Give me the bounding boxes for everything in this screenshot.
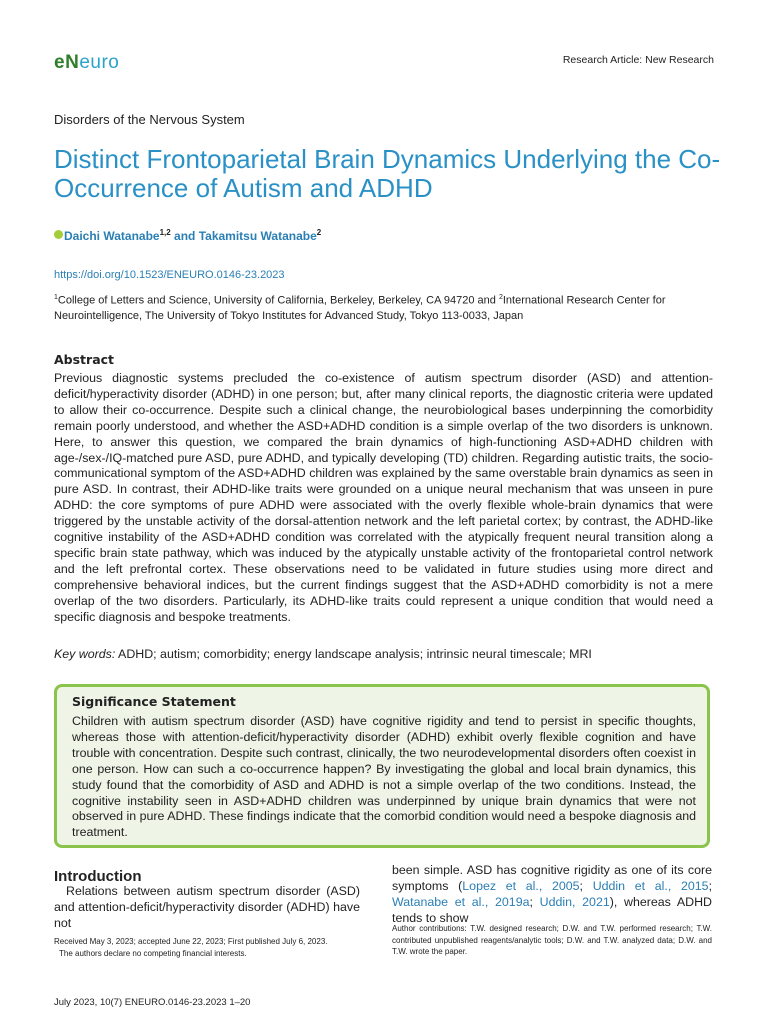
citation-link[interactable]: Uddin et al., 2015 — [592, 878, 709, 893]
article-type: Research Article: New Research — [562, 54, 714, 66]
keywords: Key words: ADHD; autism; comorbidity; energy landscape analysis; intrinsic neural timescale; MRI — [54, 647, 592, 661]
column-two-text: been simple. ASD has cognitive rigidity as one of its core symptoms (Lopez et al., 2005; Uddin et al., 2015; Watanabe et al., 2019a; Uddin, 2021), whereas ADHD tends to show — [392, 863, 713, 925]
received-note: Received May 3, 2023; accepted June 22, 2023; First published July 6, 2023. The authors declare no competing financial interests. — [54, 937, 328, 958]
significance-text: Children with autism spectrum disorder (ASD) have cognitive rigidity and tend to persist in specific thoughts, whereas those with attention-deficit/hyperactivity disorder (ADHD) exhibit overly flexible cognition and have trouble with concentration. Despite such contrast, clinically, the two neurodevelopmental disorders often coexist in one person. How can such a co-occurrence happen? By investigating the global and local brain dynamics, this study found that the comorbidity of ASD and ADHD is not a simple overlap of the two conditions. Instead, the cognitive instability seen in ASD+ADHD children was underpinned by unique brain dynamics that were not observed in pure ADHD. These findings indicate that the comorbid condition would need a bespoke diagnosis and treatment. — [72, 714, 696, 840]
citation-link[interactable]: Lopez et al., 2005 — [462, 878, 580, 893]
citation-link[interactable]: Uddin, 2021 — [539, 894, 610, 909]
affiliations: $^1$College of Letters and Science, University of California, Berkeley, Berkeley, CA 94720 and $^2$International Research Center for Neurointelligence, The University of Tokyo Institutes for Advanced Study, Tokyo 113-0033, Japan — [54, 294, 666, 322]
page-footer: July 2023, 10(7) ENEURO.0146-23.2023 1–20 — [54, 997, 251, 1008]
introduction-text: Relations between autism spectrum disorder (ASD) and attention-deficit/hyperactivity disorder (ADHD) have not — [54, 884, 360, 930]
author-link[interactable]: Daichi Watanabe — [64, 229, 160, 243]
author-list: Daichi Watanabe$^{1,2}$ and Takamitsu Watanabe$^2$ — [54, 228, 321, 243]
orcid-icon[interactable] — [54, 230, 63, 239]
journal-logo: eNeuro — [54, 52, 120, 73]
significance-heading: Significance Statement — [72, 694, 236, 709]
author-link[interactable]: Takamitsu Watanabe — [198, 229, 317, 243]
introduction-heading: Introduction — [54, 868, 142, 885]
abstract-text: Previous diagnostic systems precluded the co-existence of autism spectrum disorder (ASD) and attention-deficit/hyperactivity disorder (ADHD) in one person; but, after many clinical reports, the diagnostic criteria were updated to allow their co-occurrence. Despite such a clinical change, the neurobiological bases underpinning the comorbidity remain poorly understood, and whether the ASD+ADHD condition is a simple overlap of the two disorders is unknown. Here, to answer this question, we compared the brain dynamics of high-functioning ASD+ADHD children with age-/sex-/IQ-matched pure ASD, pure ADHD, and typically developing (TD) children. Regarding autistic traits, the socio-communicational symptom of the ASD+ADHD children was explained by the same overstable brain dynamics as seen in pure ASD. In contrast, their ADHD-like traits were grounded on a unique neural mechanism that was unseen in pure ADHD: the core symptoms of pure ADHD were associated with the overly flexible whole-brain dynamics that were triggered by the unstable activity of the dorsal-attention network and the left parietal cortex; by contrast, the ADHD-like cognitive instability of the ASD+ADHD condition was correlated with the atypically frequent neural transition along a specific brain state pathway, which was induced by the atypically unstable activity of the frontoparietal control network and the left prefrontal cortex. These observations need to be validated in future studies using more direct and comprehensive behavioral indices, but the current findings suggest that the ASD+ADHD comorbidity is not a mere overlap of the two disorders. Particularly, its ADHD-like traits could represent a unique condition that would need a specific diagnosis and bespoke treatments. — [54, 371, 713, 624]
abstract-heading: Abstract — [54, 352, 115, 367]
author-contributions: Author contributions: T.W. designed research; D.W. and T.W. performed research; T.W. contributed unpublished reagents/analytic tools; D.W. and T.W. analyzed data; D.W. and T.W. wrote the paper. — [392, 924, 712, 956]
doi-link[interactable]: https://doi.org/10.1523/ENEURO.0146-23.2023 — [54, 269, 285, 281]
citation-link[interactable]: Watanabe et al., 2019a — [392, 894, 530, 909]
article-title: Distinct Frontoparietal Brain Dynamics Underlying the Co-Occurrence of Autism and ADHD — [54, 144, 721, 203]
section-name: Disorders of the Nervous System — [54, 112, 245, 127]
